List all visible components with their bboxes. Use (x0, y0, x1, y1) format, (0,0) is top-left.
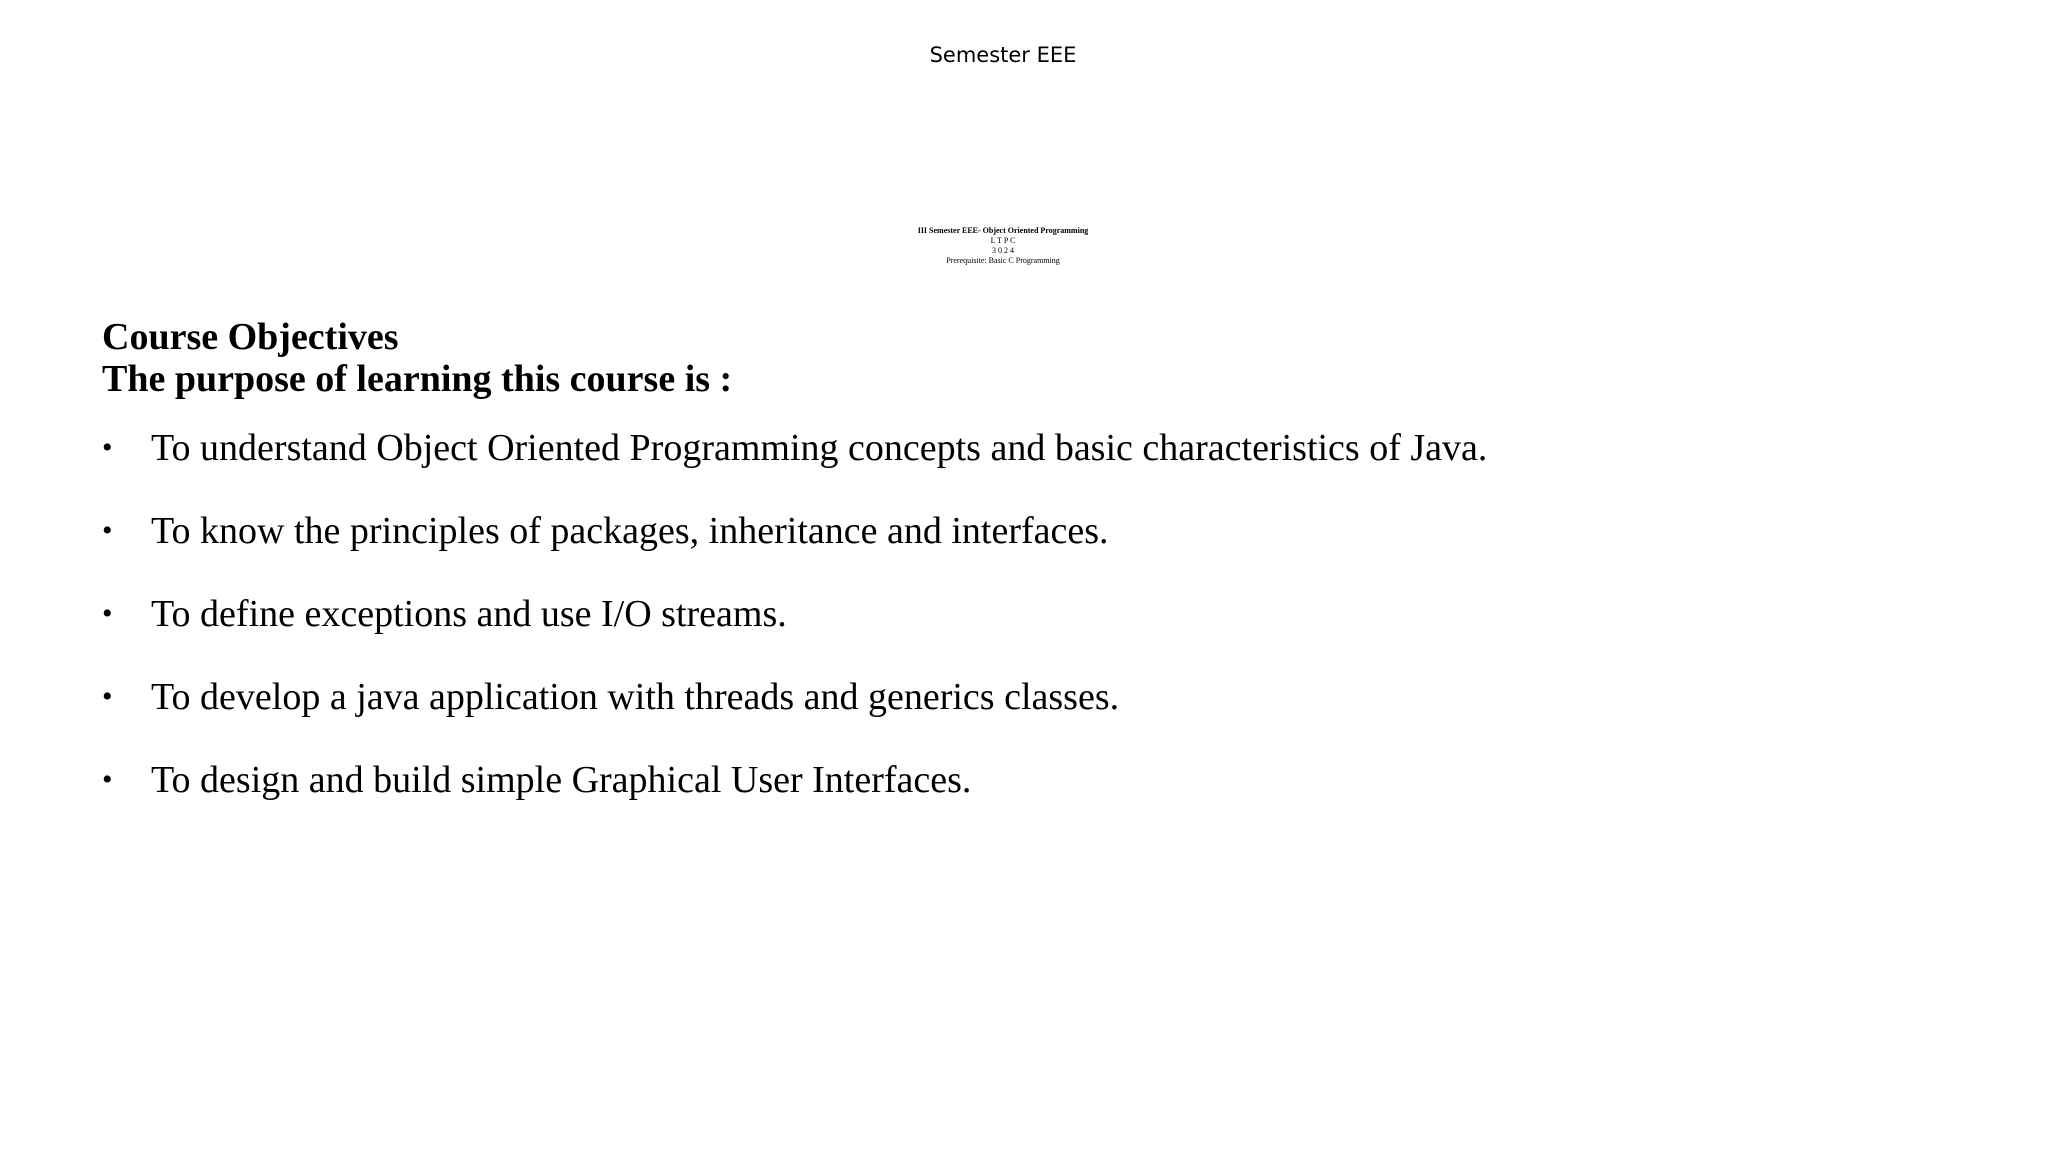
objectives-list (102, 426, 1982, 802)
list-item (102, 426, 1982, 470)
objective-text: To design and build simple Graphical User Interfaces. (151, 759, 972, 801)
bullet-icon: • (102, 514, 113, 547)
list-item (102, 675, 1982, 719)
slide-header-title: Semester EEE (929, 43, 1077, 67)
bullet-icon: • (102, 680, 113, 713)
objective-text: To understand Object Oriented Programming concepts and basic characteristics of Java. (151, 427, 1488, 469)
bullet-icon: • (102, 597, 113, 630)
course-title-line: III Semester EEE- Object Oriented Programming (917, 226, 1089, 235)
objective-text: To know the principles of packages, inheritance and interfaces. (151, 510, 1109, 552)
list-item (102, 758, 1982, 802)
section-heading: Course Objectives (102, 316, 399, 358)
course-info-block (0, 226, 2006, 266)
list-item (102, 509, 1982, 553)
objective-text: To define exceptions and use I/O streams. (151, 593, 787, 635)
bullet-icon: • (102, 763, 113, 796)
objectives-section (102, 316, 1982, 841)
ltpc-label: L T P C (990, 236, 1016, 245)
bullet-icon: • (102, 431, 113, 464)
section-subheading: The purpose of learning this course is : (102, 358, 733, 400)
list-item (102, 592, 1982, 636)
objective-text: To develop a java application with threads and generics classes. (151, 676, 1120, 718)
ltpc-values: 3 0 2 4 (992, 246, 1014, 255)
prerequisite-line: Prerequisite: Basic C Programming (946, 256, 1060, 265)
